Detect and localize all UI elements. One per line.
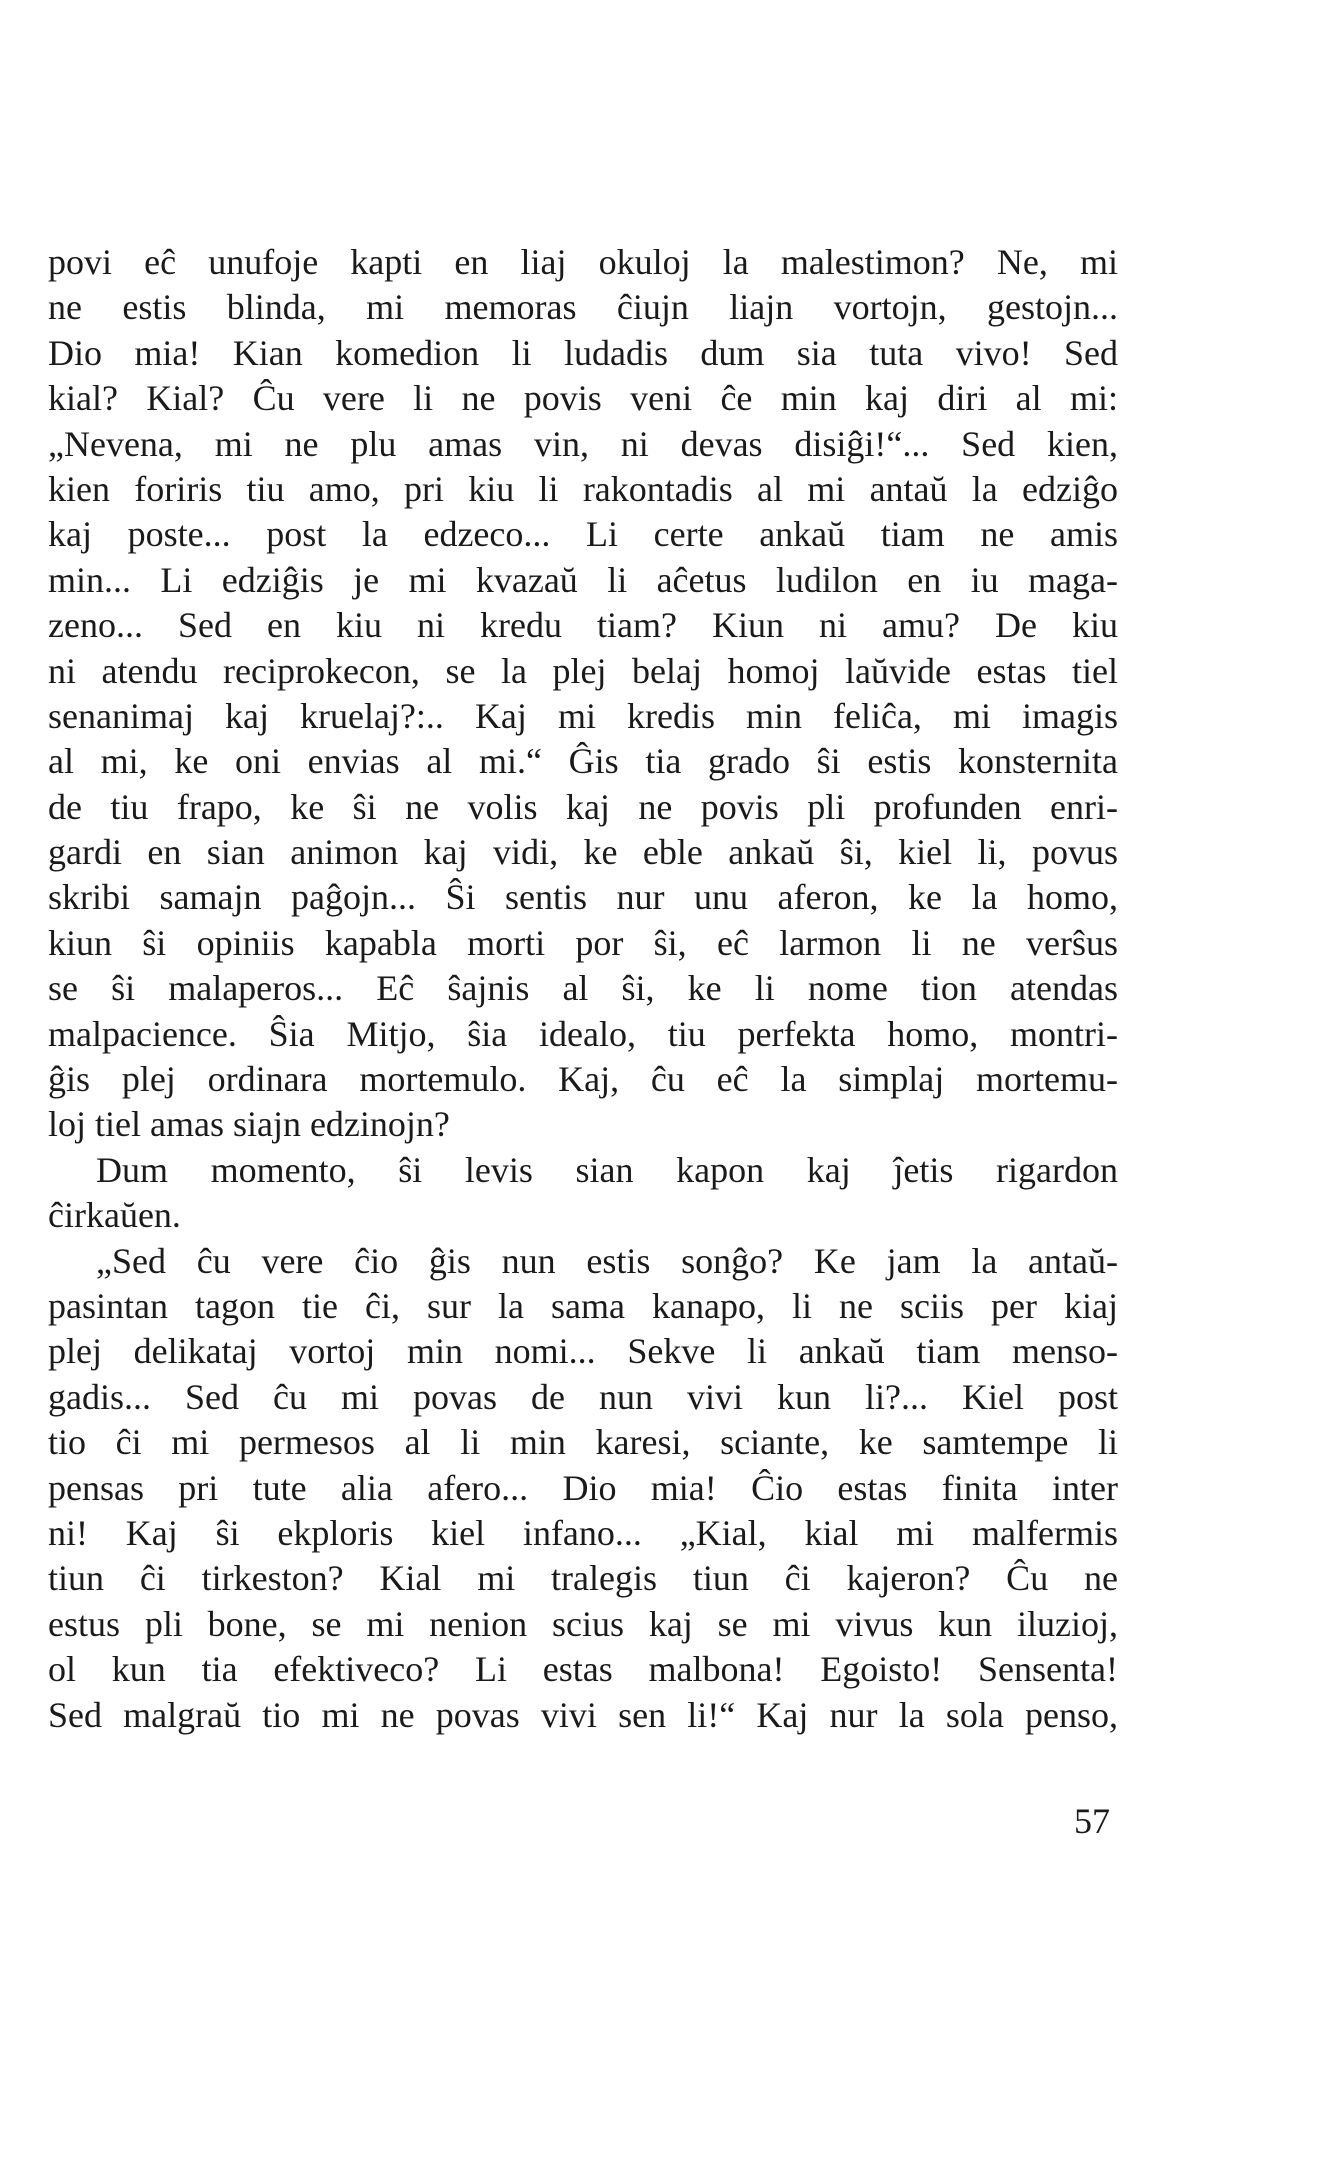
text-line: estus pli bone, se mi nenion scius kaj se mi vivus kun iluzioj,: [48, 1603, 1118, 1644]
text-line: ni! Kaj ŝi ekploris kiel infano... „Kial, kial mi malfermis: [48, 1512, 1118, 1553]
text-line: plej delikataj vortoj min nomi... Sekve li ankaŭ tiam menso-: [48, 1331, 1118, 1372]
text-line: al mi, ke oni envias al mi.“ Ĝis tia grado ŝi estis konsternita: [48, 741, 1118, 782]
body-text: [48, 240, 1118, 1738]
text-line: skribi samajn paĝojn... Ŝi sentis nur unu aferon, ke la homo,: [48, 877, 1118, 918]
text-line: ĉirkaŭen.: [48, 1195, 181, 1236]
text-line: Sed malgraŭ tio mi ne povas vivi sen li!“ Kaj nur la sola penso,: [48, 1694, 1118, 1735]
text-line: kien foriris tiu amo, pri kiu li rakontadis al mi antaŭ la edziĝo: [48, 468, 1118, 509]
page-number: 57: [1074, 1801, 1110, 1841]
text-line: Dio mia! Kian komedion li ludadis dum sia tuta vivo! Sed: [48, 332, 1118, 373]
text-line: tiun ĉi tirkeston? Kial mi tralegis tiun ĉi kajeron? Ĉu ne: [48, 1558, 1118, 1599]
text-line: tio ĉi mi permesos al li min karesi, sciante, ke samtempe li: [48, 1422, 1118, 1463]
text-line: malpacience. Ŝia Mitjo, ŝia idealo, tiu perfekta homo, montri-: [48, 1013, 1118, 1054]
text-line: ĝis plej ordinara mortemulo. Kaj, ĉu eĉ la simplaj mortemu-: [48, 1059, 1118, 1100]
text-line: kial? Kial? Ĉu vere li ne povis veni ĉe min kaj diri al mi:: [48, 378, 1118, 419]
text-line: ne estis blinda, mi memoras ĉiujn liajn vortojn, gestojn...: [48, 287, 1118, 328]
text-line: se ŝi malaperos... Eĉ ŝajnis al ŝi, ke li nome tion atendas: [48, 968, 1118, 1009]
text-line: Dum momento, ŝi levis sian kapon kaj ĵetis rigardon: [96, 1149, 1118, 1190]
text-line: de tiu frapo, ke ŝi ne volis kaj ne povis pli profunden enri-: [48, 786, 1118, 827]
text-line: loj tiel amas siajn edzinojn?: [48, 1104, 450, 1145]
text-line: „Nevena, mi ne plu amas vin, ni devas disiĝi!“... Sed kien,: [48, 423, 1118, 464]
text-line: povi eĉ unufoje kapti en liaj okuloj la malestimon? Ne, mi: [48, 242, 1118, 282]
text-line: gardi en sian animon kaj vidi, ke eble ankaŭ ŝi, kiel li, povus: [48, 832, 1118, 873]
text-line: pasintan tagon tie ĉi, sur la sama kanapo, li ne sciis per kiaj: [48, 1285, 1118, 1326]
text-line: ni atendu reciprokecon, se la plej belaj homoj laŭvide estas tiel: [48, 650, 1118, 691]
text-line: „Sed ĉu vere ĉio ĝis nun estis sonĝo? Ke jam la antaŭ-: [96, 1240, 1118, 1281]
text-line: gadis... Sed ĉu mi povas de nun vivi kun li?... Kiel post: [48, 1376, 1118, 1417]
text-line: pensas pri tute alia afero... Dio mia! Ĉio estas finita inter: [48, 1467, 1118, 1508]
text-line: min... Li edziĝis je mi kvazaŭ li aĉetus ludilon en iu maga-: [48, 559, 1118, 600]
text-line: zeno... Sed en kiu ni kredu tiam? Kiun ni amu? De kiu: [48, 605, 1118, 646]
text-line: kaj poste... post la edzeco... Li certe ankaŭ tiam ne amis: [48, 514, 1118, 555]
text-line: ol kun tia efektiveco? Li estas malbona! Egoisto! Sensenta!: [48, 1649, 1118, 1690]
text-line: kiun ŝi opiniis kapabla morti por ŝi, eĉ larmon li ne verŝus: [48, 922, 1118, 963]
text-line: senanimaj kaj kruelaj?:.. Kaj mi kredis min feliĉa, mi imagis: [48, 695, 1118, 736]
